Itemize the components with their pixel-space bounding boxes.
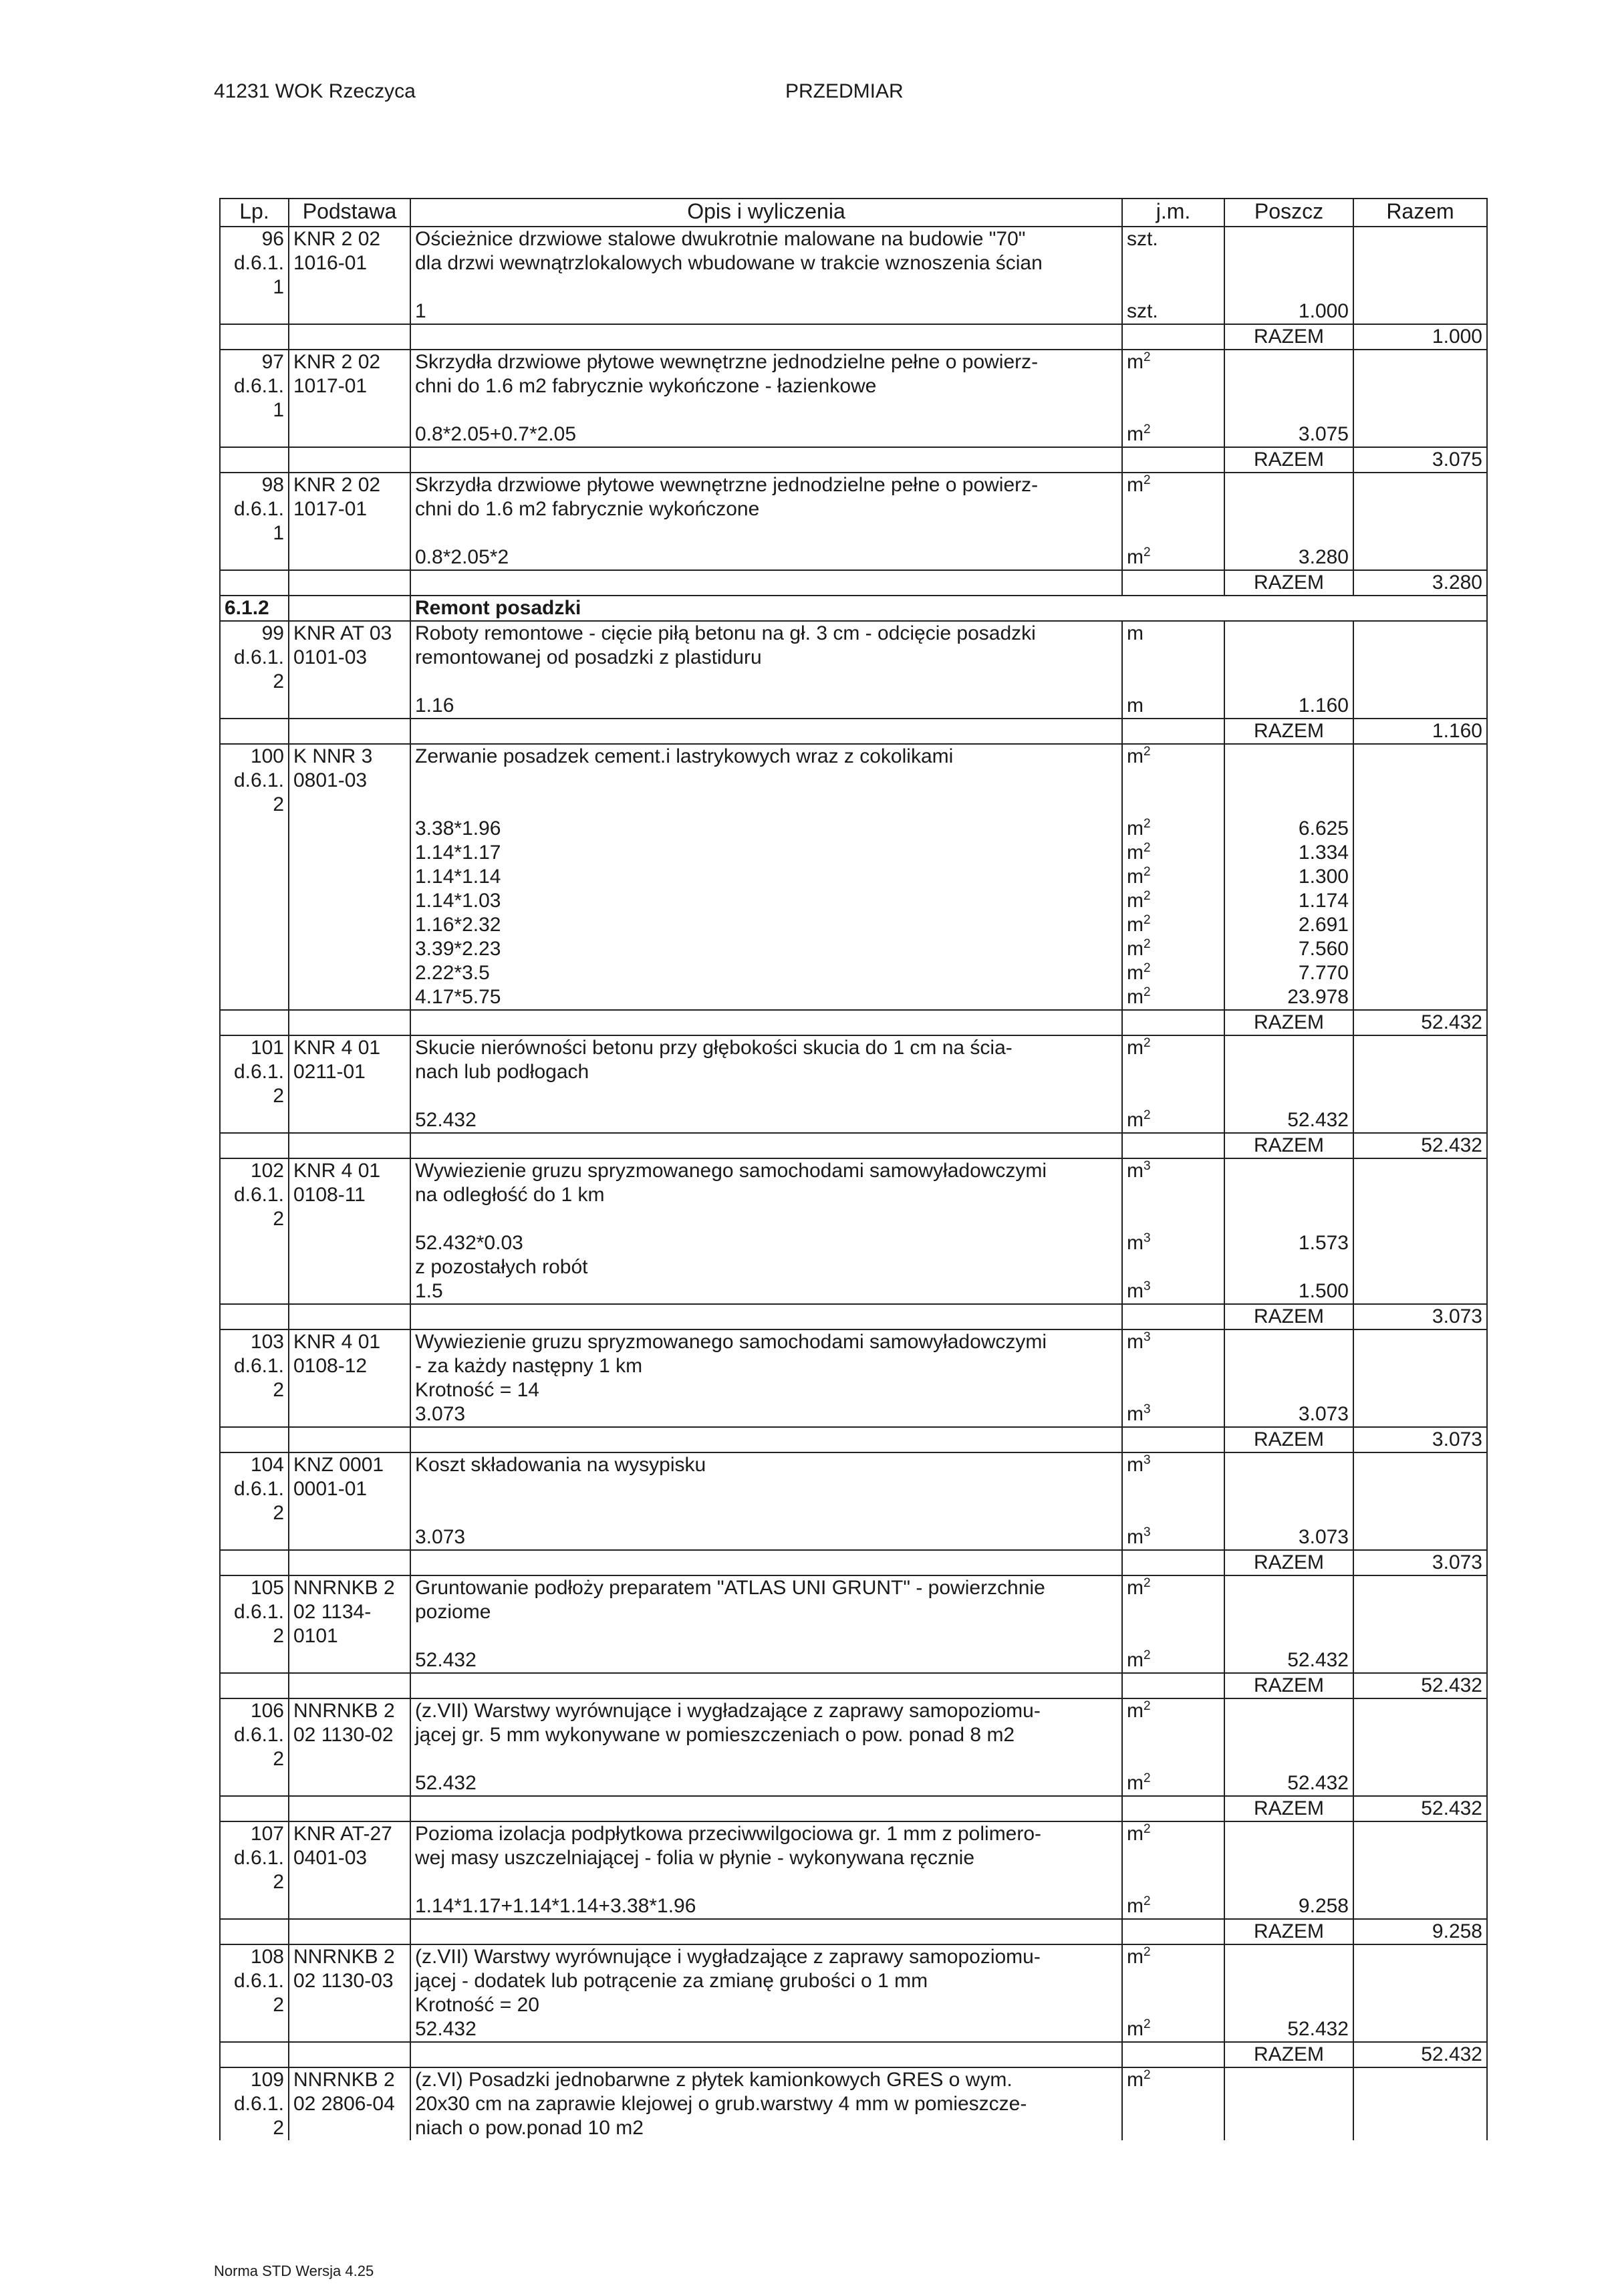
table-row: 2 [220, 793, 1487, 817]
table-row: 2 Krotność = 14 [220, 1378, 1487, 1402]
razem-row: RAZEM 9.258 [220, 1919, 1487, 1944]
razem-row: RAZEM 3.073 [220, 1304, 1487, 1329]
razem-row: RAZEM 3.073 [220, 1427, 1487, 1452]
calc-row: 3.073 $m^3$ 3.073 [220, 1525, 1487, 1550]
razem-row: RAZEM 3.073 [220, 1550, 1487, 1575]
calc-row: 52.432*0.03 $m^3$ 1.573 [220, 1231, 1487, 1255]
col-jm: j.m. [1122, 199, 1224, 227]
table-row: d.6.1. 0801-03 [220, 769, 1487, 793]
table-row: 109 NNRNKB 2 (z.VI) Posadzki jednobarwne z płytek kamionkowych GRES o wym. $m^2$ [220, 2067, 1487, 2092]
calc-row: 3.39*2.23 $m^2$ 7.560 [220, 937, 1487, 961]
table-row: 2 niach o pow.ponad 10 m2 [220, 2116, 1487, 2140]
calc-row: 3.073 $m^3$ 3.073 [220, 1402, 1487, 1427]
calc-row: 1.16 m 1.160 [220, 694, 1487, 719]
calc-row: 4.17*5.75 $m^2$ 23.978 [220, 985, 1487, 1010]
table-row: d.6.1. 02 1134- poziome [220, 1600, 1487, 1624]
calc-row: 1.16*2.32 $m^2$ 2.691 [220, 913, 1487, 937]
razem-row: RAZEM 52.432 [220, 1133, 1487, 1158]
table-row: d.6.1. 02 2806-04 20x30 cm na zaprawie klejowej o grub.warstwy 4 mm w pomieszcze- [220, 2092, 1487, 2116]
table-row: d.6.1. 1017-01 chni do 1.6 m2 fabrycznie wykończone - łazienkowe [220, 374, 1487, 398]
table-row: d.6.1. 1017-01 chni do 1.6 m2 fabrycznie wykończone [220, 497, 1487, 521]
table-row: 1 [220, 398, 1487, 422]
table-row: d.6.1. 0401-03 wej masy uszczelniającej - folia w płynie - wykonywana ręcznie [220, 1846, 1487, 1870]
calc-row: 2.22*3.5 $m^2$ 7.770 [220, 961, 1487, 985]
table-row: 1 [220, 275, 1487, 299]
table-row: 96 KNR 2 02 Ościeżnice drzwiowe stalowe dwukrotnie malowane na budowie "70" szt. [220, 227, 1487, 251]
calc-row: 3.38*1.96 $m^2$ 6.625 [220, 817, 1487, 841]
table-row: d.6.1. 0101-03 remontowanej od posadzki z plastiduru [220, 646, 1487, 670]
calc-row: 1.14*1.14 $m^2$ 1.300 [220, 865, 1487, 889]
table-row: 98 KNR 2 02 Skrzydła drzwiowe płytowe wewnętrzne jednodzielne pełne o powierz- $m^2$ [220, 473, 1487, 497]
table-row: 103 KNR 4 01 Wywiezienie gruzu spryzmowanego samochodami samowyładowczymi $m^3$ [220, 1329, 1487, 1354]
calc-row: 1 szt. 1.000 [220, 299, 1487, 324]
calc-row: z pozostałych robót [220, 1255, 1487, 1279]
table-row: 107 KNR AT-27 Pozioma izolacja podpłytkowa przeciwwilgociowa gr. 1 mm z polimero- $m^2$ [220, 1821, 1487, 1846]
table-row: 2 [220, 1207, 1487, 1231]
calc-row: 52.432 $m^2$ 52.432 [220, 2017, 1487, 2042]
table-row: 2 [220, 1870, 1487, 1894]
table-row: d.6.1. 0211-01 nach lub podłogach [220, 1060, 1487, 1084]
razem-row: RAZEM 1.160 [220, 719, 1487, 744]
col-lp: Lp. [220, 199, 289, 227]
calc-row: 52.432 $m^2$ 52.432 [220, 1108, 1487, 1133]
razem-row: RAZEM 1.000 [220, 324, 1487, 350]
col-podstawa: Podstawa [289, 199, 410, 227]
table-row: d.6.1. 0108-11 na odległość do 1 km [220, 1183, 1487, 1207]
calc-row: 1.14*1.17+1.14*1.14+3.38*1.96 $m^2$ 9.258 [220, 1894, 1487, 1919]
table-row: 99 KNR AT 03 Roboty remontowe - cięcie piłą betonu na gł. 3 cm - odcięcie posadzki m [220, 621, 1487, 646]
table-header-row [220, 199, 1487, 227]
razem-row: RAZEM 3.075 [220, 447, 1487, 473]
document-footer: Norma STD Wersja 4.25 [214, 2263, 374, 2279]
table-row: 2 Krotność = 20 [220, 1993, 1487, 2017]
table-row: d.6.1. 0108-12 - za każdy następny 1 km [220, 1354, 1487, 1378]
razem-row: RAZEM 52.432 [220, 1673, 1487, 1698]
table-row: 2 [220, 670, 1487, 694]
table-row: 2 [220, 1084, 1487, 1108]
table-row: 104 KNZ 0001 Koszt składowania na wysypisku $m^3$ [220, 1452, 1487, 1477]
table-row: 102 KNR 4 01 Wywiezienie gruzu spryzmowanego samochodami samowyładowczymi $m^3$ [220, 1158, 1487, 1183]
razem-row: RAZEM 52.432 [220, 1796, 1487, 1821]
table-row: d.6.1. 02 1130-02 jącej gr. 5 mm wykonywane w pomieszczeniach o pow. ponad 8 m2 [220, 1723, 1487, 1747]
col-razem: Razem [1353, 199, 1487, 227]
razem-row: RAZEM 52.432 [220, 1010, 1487, 1035]
razem-row: RAZEM 3.280 [220, 570, 1487, 596]
table-row: d.6.1. 0001-01 [220, 1477, 1487, 1501]
calc-row: 52.432 $m^2$ 52.432 [220, 1648, 1487, 1673]
table-row: 2 0101 [220, 1624, 1487, 1648]
document-header-left: 41231 WOK Rzeczyca [214, 80, 416, 102]
calc-row: 1.5 $m^3$ 1.500 [220, 1279, 1487, 1304]
col-opis: Opis i wyliczenia [410, 199, 1122, 227]
calc-row: 0.8*2.05*2 $m^2$ 3.280 [220, 545, 1487, 570]
calc-row: 0.8*2.05+0.7*2.05 $m^2$ 3.075 [220, 422, 1487, 447]
col-poszcz: Poszcz [1224, 199, 1353, 227]
przedmiar-table [219, 198, 1488, 2140]
table-row: 2 [220, 1747, 1487, 1771]
table-row: 97 KNR 2 02 Skrzydła drzwiowe płytowe wewnętrzne jednodzielne pełne o powierz- $m^2$ [220, 350, 1487, 374]
table-row: 2 [220, 1501, 1487, 1525]
table-row: 1 [220, 521, 1487, 545]
document-header-title: PRZEDMIAR [785, 80, 904, 102]
calc-row: 1.14*1.17 $m^2$ 1.334 [220, 841, 1487, 865]
table-row: d.6.1. 1016-01 dla drzwi wewnątrzlokalowych wbudowane w trakcie wznoszenia ścian [220, 251, 1487, 275]
table-row: d.6.1. 02 1130-03 jącej - dodatek lub potrącenie za zmianę grubości o 1 mm [220, 1969, 1487, 1993]
table-row: 105 NNRNKB 2 Gruntowanie podłoży preparatem "ATLAS UNI GRUNT" - powierzchnie $m^2$ [220, 1575, 1487, 1600]
table-row: 101 KNR 4 01 Skucie nierówności betonu przy głębokości skucia do 1 cm na ścia- $m^2$ [220, 1035, 1487, 1060]
table-row: 106 NNRNKB 2 (z.VII) Warstwy wyrównujące i wygładzające z zaprawy samopoziomu- $m^2$ [220, 1698, 1487, 1723]
calc-row: 52.432 $m^2$ 52.432 [220, 1771, 1487, 1796]
table-row: 100 K NNR 3 Zerwanie posadzek cement.i lastrykowych wraz z cokolikami $m^2$ [220, 744, 1487, 769]
calc-row: 1.14*1.03 $m^2$ 1.174 [220, 889, 1487, 913]
razem-row: RAZEM 52.432 [220, 2042, 1487, 2067]
table-row: 108 NNRNKB 2 (z.VII) Warstwy wyrównujące i wygładzające z zaprawy samopoziomu- $m^2$ [220, 1944, 1487, 1969]
section-row: 6.1.2 Remont posadzki [220, 596, 1487, 621]
